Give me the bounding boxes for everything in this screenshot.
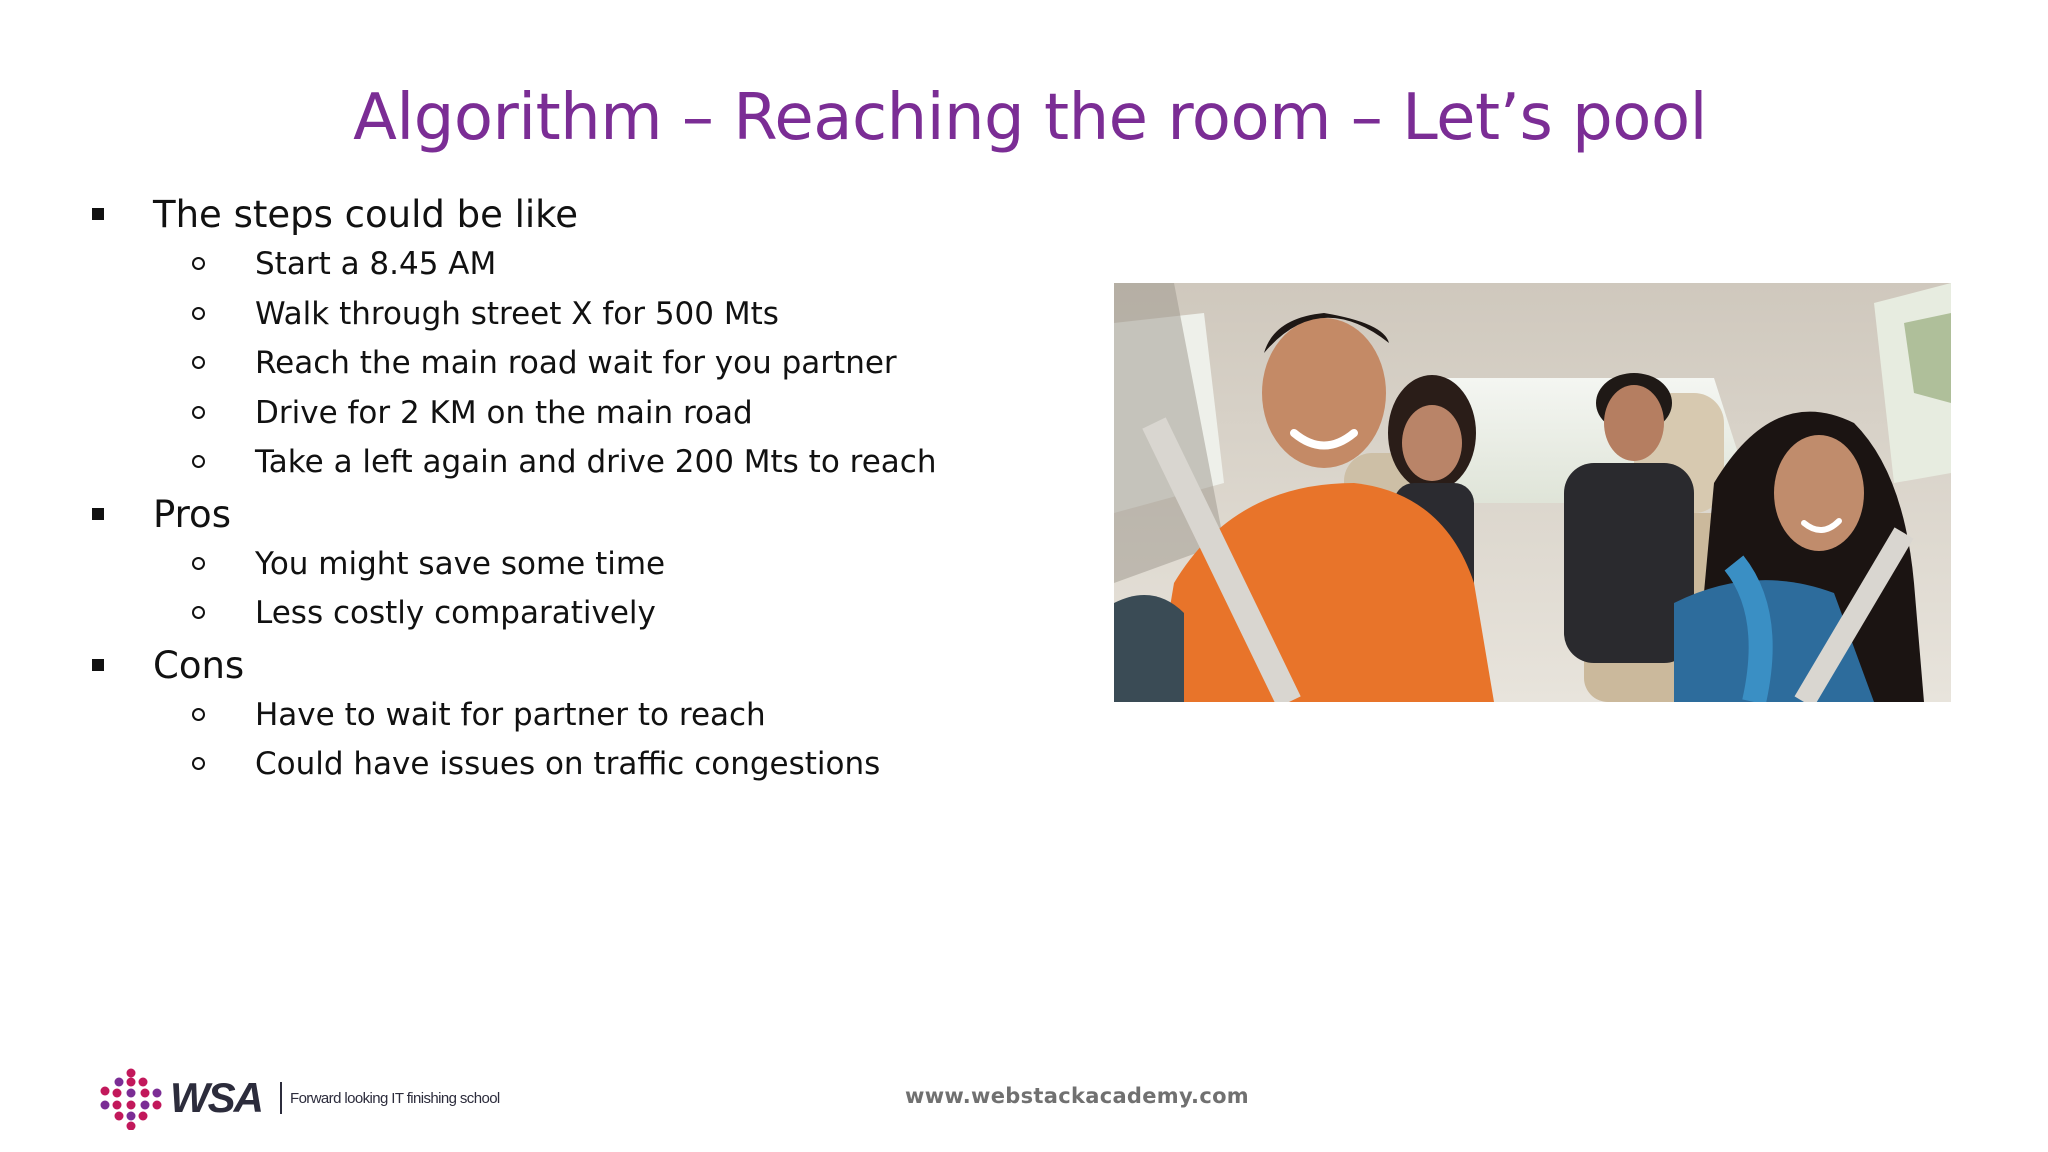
sub-bullet (90, 389, 1090, 439)
circle-bullet-icon (192, 757, 205, 770)
circle-bullet-icon (192, 406, 205, 419)
circle-bullet-icon (192, 356, 205, 369)
sub-bullet (90, 438, 1090, 488)
sub-bullet-text: You might save some time (255, 545, 666, 582)
logo-tagline: Forward looking IT finishing school (290, 1090, 500, 1107)
logo-wordmark: WSA (170, 1074, 262, 1121)
sub-bullet-text: Reach the main road wait for you partner (255, 345, 897, 381)
sub-bullet-text: Have to wait for partner to reach (255, 696, 766, 733)
sub-bullet-text: Take a left again and drive 200 Mts to reach (255, 444, 937, 480)
wsa-logo (100, 1068, 520, 1132)
logo-separator (280, 1082, 282, 1114)
bullet-heading: The steps could be like (153, 193, 579, 236)
bullet-steps (90, 190, 1090, 240)
square-bullet-icon (92, 659, 104, 671)
bullet-cons (90, 641, 1090, 691)
bullet-list (90, 188, 1090, 790)
wsa-dot-grid-icon (100, 1068, 162, 1130)
sub-bullet (90, 540, 1090, 590)
bullet-heading: Cons (153, 643, 245, 687)
square-bullet-icon (92, 208, 104, 220)
slide-title: Algorithm – Reaching the room – Let’s pool (353, 81, 1707, 155)
circle-bullet-icon (192, 708, 205, 721)
circle-bullet-icon (192, 606, 205, 619)
sub-bullet (90, 691, 1090, 741)
sub-bullet-text: Drive for 2 KM on the main road (255, 394, 753, 431)
circle-bullet-icon (192, 455, 205, 468)
sub-bullet-text: Start a 8.45 AM (255, 246, 497, 282)
bullet-heading: Pros (153, 492, 231, 536)
sub-bullet (90, 290, 1090, 340)
sub-bullet (90, 339, 1090, 389)
circle-bullet-icon (192, 257, 205, 270)
bullet-pros (90, 490, 1090, 540)
sub-bullet-text: Could have issues on traffic congestions (255, 746, 881, 782)
sub-bullet-text: Less costly comparatively (255, 595, 656, 631)
square-bullet-icon (92, 508, 104, 520)
circle-bullet-icon (192, 557, 205, 570)
sub-bullet (90, 240, 1090, 290)
sub-bullet-text: Walk through street X for 500 Mts (255, 295, 779, 332)
circle-bullet-icon (192, 307, 205, 320)
sub-bullet (90, 589, 1090, 639)
carpool-photo (1114, 283, 1951, 702)
footer-url: www.webstackacademy.com (905, 1084, 1249, 1108)
sub-bullet (90, 740, 1090, 790)
